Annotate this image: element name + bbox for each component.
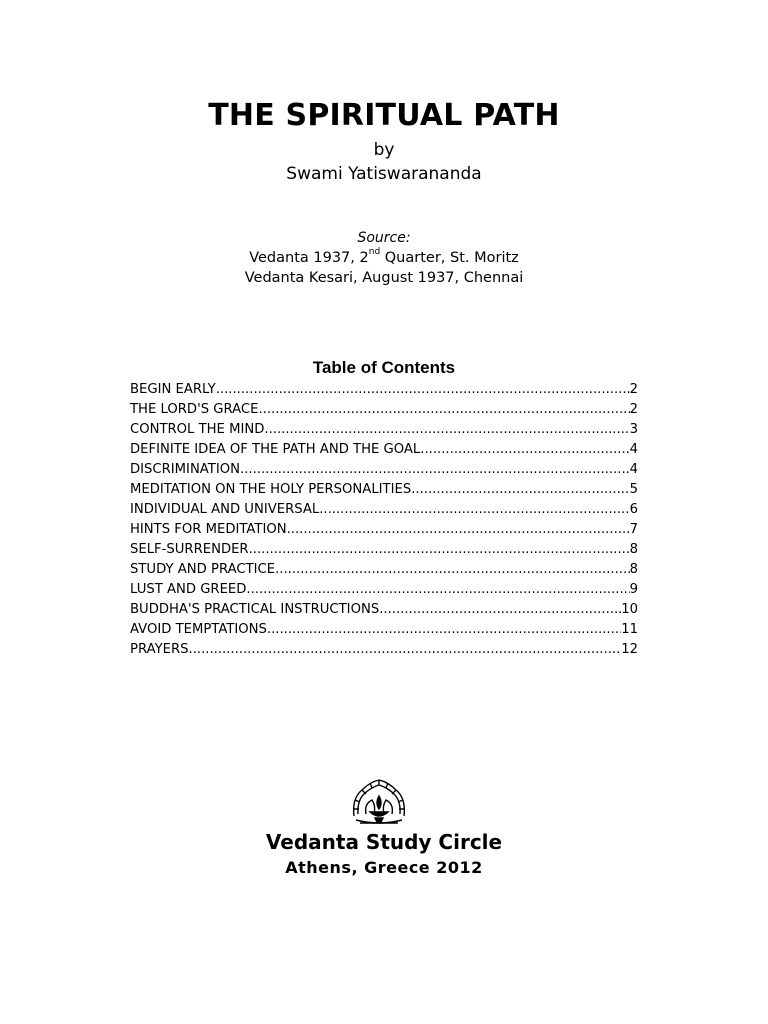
toc-entry-label: AVOID TEMPTATIONS [130,622,267,637]
toc-entry-page: 4 [629,442,638,457]
toc-entry[interactable] [130,480,638,500]
by-line: by [373,140,395,160]
document-title: THE SPIRITUAL PATH [208,98,560,133]
dot-leader [411,480,629,500]
toc-entry-label: BUDDHA'S PRACTICAL INSTRUCTIONS [130,602,380,617]
author-name: Swami Yatiswarananda [286,164,482,184]
toc-entry-page: 12 [621,642,638,657]
toc-entry-page: 4 [629,462,638,477]
dot-leader [319,500,629,520]
toc-entry[interactable] [130,440,638,460]
dot-leader [287,520,630,540]
toc-entry-page: 2 [629,382,638,397]
toc-entry[interactable] [130,540,638,560]
toc-entry-page: 2 [629,402,638,417]
toc-entry-label: CONTROL THE MIND [130,422,265,437]
toc-entry-label: THE LORD'S GRACE [130,402,259,417]
toc-entry[interactable] [130,640,638,660]
source-label: Source: [357,230,411,246]
dot-leader [216,380,630,400]
toc-entry-page: 8 [629,542,638,557]
table-of-contents [130,380,638,660]
publication-place-year: Athens, Greece 2012 [285,858,483,877]
source-line-1-rest: Quarter, St. Moritz [380,250,519,266]
toc-entry[interactable] [130,420,638,440]
toc-entry[interactable] [130,600,638,620]
toc-entry-label: DEFINITE IDEA OF THE PATH AND THE GOAL [130,442,421,457]
dot-leader [379,600,621,620]
toc-entry[interactable] [130,500,638,520]
dot-leader [189,640,622,660]
toc-entry-label: MEDITATION ON THE HOLY PERSONALITIES [130,482,412,497]
dot-leader [249,540,630,560]
toc-entry-page: 8 [629,562,638,577]
source-line-1 [0,247,768,266]
toc-entry[interactable] [130,620,638,640]
dot-leader [267,620,621,640]
toc-entry[interactable] [130,400,638,420]
toc-entry-label: LUST AND GREED [130,582,247,597]
toc-entry[interactable] [130,560,638,580]
toc-entry-page: 7 [629,522,638,537]
toc-entry-page: 5 [629,482,638,497]
toc-entry[interactable] [130,460,638,480]
source-line-2: Vedanta Kesari, August 1937, Chennai [244,270,524,286]
toc-entry[interactable] [130,520,638,540]
toc-entry[interactable] [130,580,638,600]
toc-heading: Table of Contents [312,358,456,377]
toc-entry-label: SELF-SURRENDER [130,542,249,557]
toc-entry-label: HINTS FOR MEDITATION [130,522,287,537]
toc-entry-label: STUDY AND PRACTICE [130,562,276,577]
source-line-1-text: Vedanta 1937, 2 [249,250,369,266]
dot-leader [246,580,629,600]
dot-leader [264,420,629,440]
dot-leader [258,400,629,420]
toc-entry-page: 3 [629,422,638,437]
toc-entry-page: 6 [629,502,638,517]
lotus-lamp-emblem-icon [348,776,410,826]
toc-entry-label: PRAYERS [130,642,189,657]
dot-leader [240,460,630,480]
toc-entry-page: 9 [629,582,638,597]
dot-leader [420,440,629,460]
toc-entry-label: INDIVIDUAL AND UNIVERSAL [130,502,320,517]
toc-entry-page: 10 [621,602,638,617]
publisher-name: Vedanta Study Circle [265,830,503,854]
toc-entry[interactable] [130,380,638,400]
toc-entry-label: BEGIN EARLY [130,382,216,397]
toc-entry-page: 11 [621,622,638,637]
ordinal-suffix: nd [368,247,381,258]
dot-leader [275,560,630,580]
toc-entry-label: DISCRIMINATION [130,462,240,477]
